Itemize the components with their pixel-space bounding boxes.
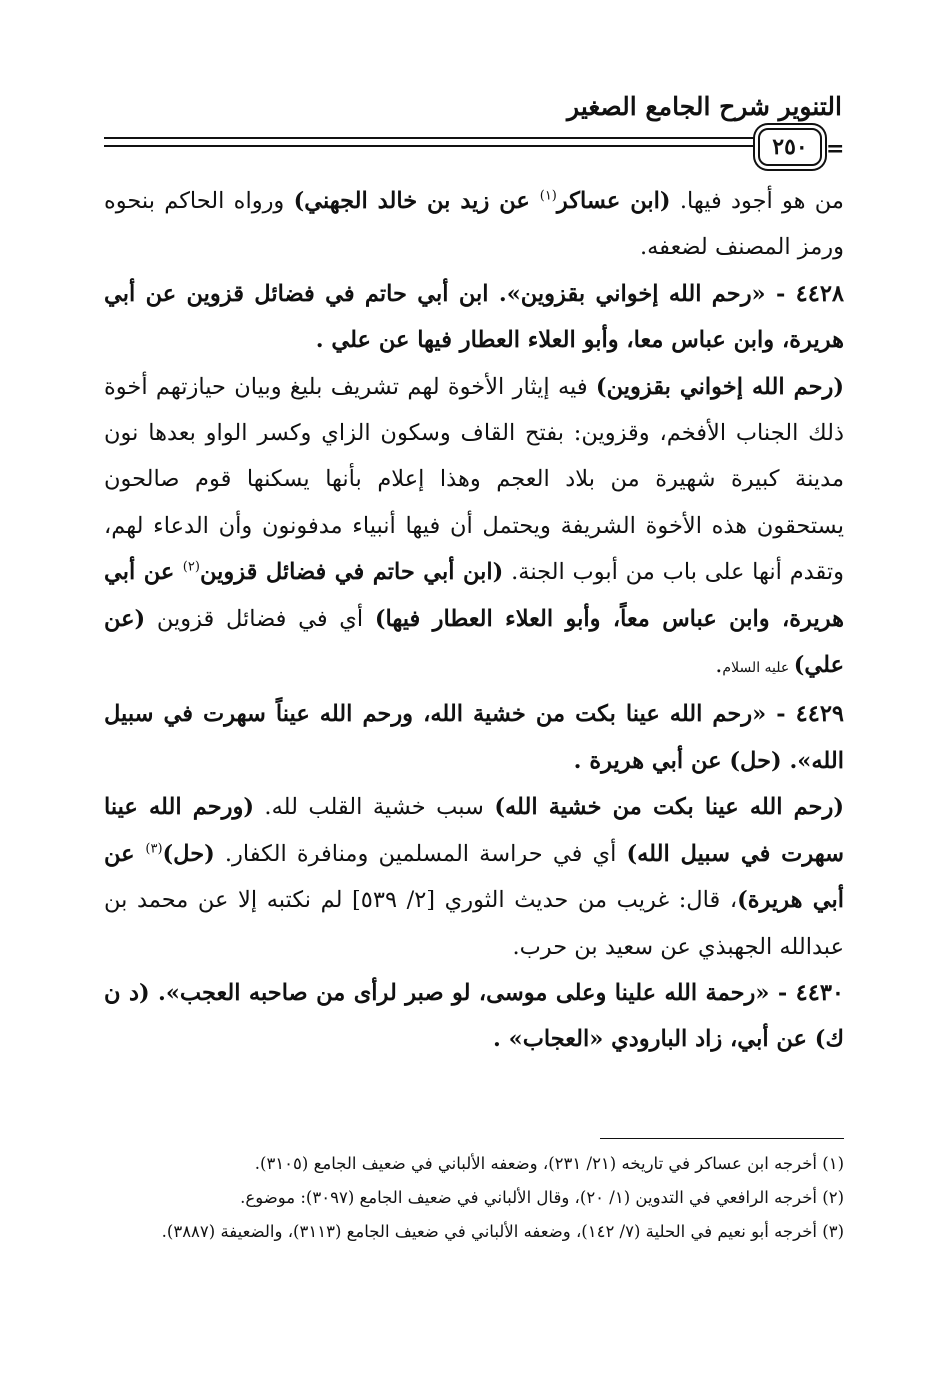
text-run: سبب خشية القلب لله. — [253, 794, 495, 821]
commentary-4429 — [104, 784, 844, 970]
footnote-1: (١) أخرجه ابن عساكر في تاريخه (٢١/ ٢٣١)، وضعفه الألباني في ضعيف الجامع (٣١٠٥). — [254, 1154, 844, 1173]
text-run: ورواه الحاكم بنحوه ورمز المصنف لضعفه. — [104, 188, 844, 261]
paragraph-1 — [104, 178, 844, 271]
commentary-4428 — [104, 364, 844, 692]
page-number: ٢٥٠ — [758, 128, 822, 166]
citation-bold: (حل) — [162, 840, 215, 867]
footnote-3: (٣) أخرجه أبو نعيم في الحلية (٧/ ١٤٢)، وضعفه الألباني في ضعيف الجامع (٣١١٣)، والضعيفة (٣٨٨٧). — [161, 1222, 844, 1241]
text-run: . — [715, 652, 723, 679]
header-rule-bottom — [104, 145, 754, 147]
quoted-matn: (ورحم الله عينا سهرت في سبيل الله) — [104, 794, 844, 867]
citation-bold: عن أبي هريرة، وابن عباس معاً، وأبو العلاء العطار فيها) — [104, 559, 844, 632]
running-title: التنوير شرح الجامع الصغير — [567, 92, 842, 121]
text-run: أي في حراسة المسلمين ومنافرة الكفار. — [214, 840, 627, 867]
citation-bold: عن أبي هريرة) — [104, 840, 845, 914]
honorific-glyph: عليه السلام — [722, 660, 794, 677]
quoted-matn: (رحم الله عينا بكت من خشية الله) — [494, 794, 844, 821]
footnote-separator — [600, 1138, 844, 1139]
header-rule-end: = — [826, 136, 845, 162]
citation-bold: (عن علي) — [104, 605, 844, 679]
footnote-ref-2: (٢) — [182, 559, 200, 575]
citation-bold: (ابن عساكر — [556, 188, 671, 214]
hadith-4430: ٤٤٣٠ - «رحمة الله علينا وعلى موسى، لو صبر لرأى من صاحبه العجب». (د ن ك) عن أبي، زاد البارودي «العجاب» . — [104, 979, 844, 1053]
main-text — [104, 178, 844, 1063]
citation-bold: (ابن أبي حاتم في فضائل قزوين — [199, 559, 504, 586]
text-run: فيه إيثار الأخوة لهم تشريف بليغ وبيان حيازتهم أخوة ذلك الجناب الأفخم، وقزوين: بفتح القاف وسكون الزاي وكسر الواو بعدها نون مدينة كبيرة شهيرة من بلاد العجم وهذا إعلام بأنها يسكنها قوم صالحون يستحقون هذه الأخوة الشريفة ويحتمل أن فيها أنبياء مدفونون وأن الدعاء لهم، وتقدم أنها على باب من أبوب الجنة. — [104, 373, 844, 586]
text-run: ، قال: غريب من حديث الثوري [٢/ ٥٣٩] لم نكتبه إلا عن محمد بن عبدالله الجهبذي عن سعيد بن حرب. — [104, 887, 844, 960]
text-run: من هو أجود فيها. — [670, 188, 844, 214]
hadith-4428: ٤٤٢٨ - «رحم الله إخواني بقزوين». ابن أبي حاتم في فضائل قزوين عن أبي هريرة، وابن عباس معا، وأبو العلاء العطار فيها عن علي . — [104, 280, 844, 354]
footnotes — [104, 1147, 844, 1249]
hadith-4429: ٤٤٢٩ - «رحم الله عينا بكت من خشية الله، ورحم الله عيناً سهرت في سبيل الله». (حل) عن أبي هريرة . — [104, 701, 844, 774]
quoted-matn: (رحم الله إخواني بقزوين) — [595, 373, 844, 400]
footnote-ref-3: (٣) — [145, 841, 163, 857]
citation-bold: عن زيد بن خالد الجهني) — [293, 188, 540, 214]
footnote-2: (٢) أخرجه الرافعي في التدوين (١/ ٢٠)، وقال الألباني في ضعيف الجامع (٣٠٩٧): موضوع. — [240, 1188, 844, 1207]
text-run: أي في فضائل قزوين — [145, 605, 375, 632]
header-rule-top — [104, 137, 754, 139]
footnote-ref-1: (١) — [539, 188, 557, 204]
